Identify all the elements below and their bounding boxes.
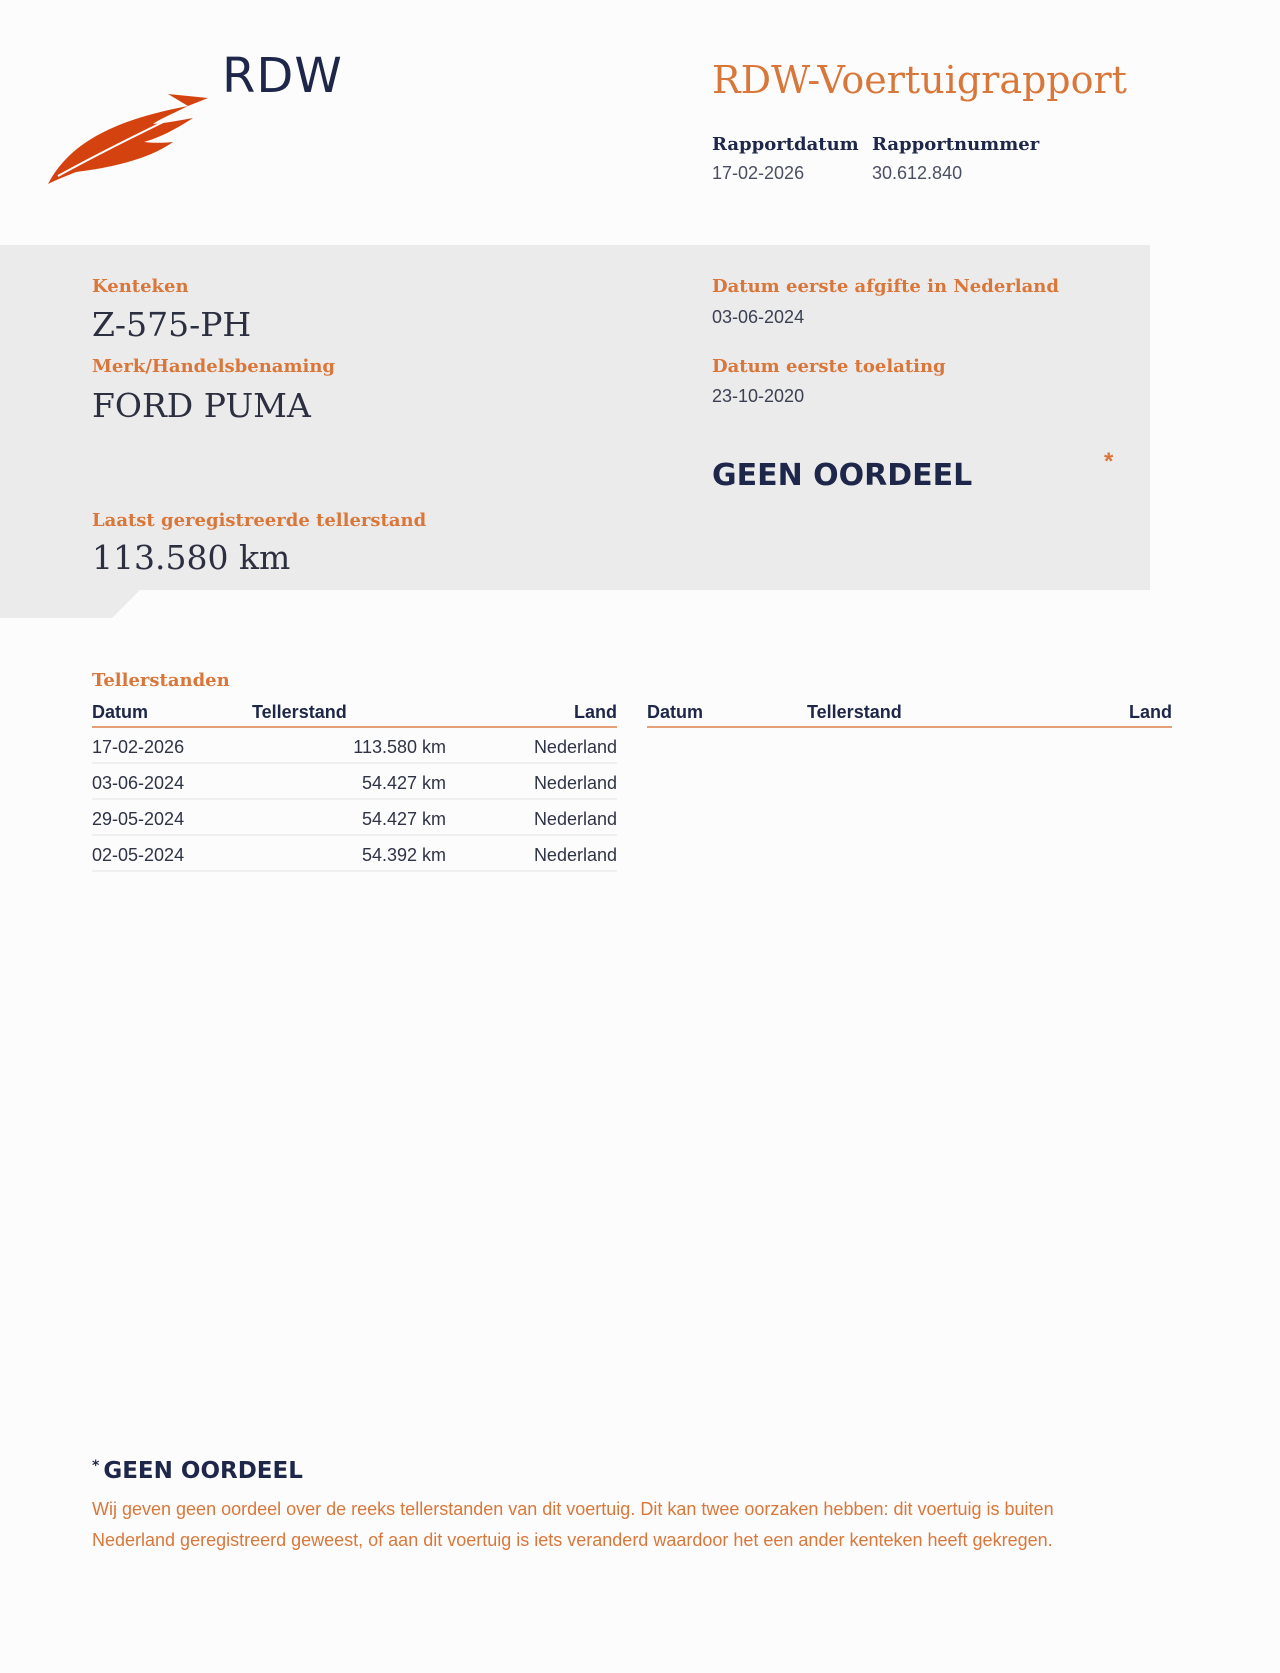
col-km-header: Tellerstand bbox=[252, 702, 347, 722]
row-country: Nederland bbox=[533, 845, 617, 865]
row-date: 29-05-2024 bbox=[92, 809, 185, 829]
first-nl-value: 03-06-2024 bbox=[712, 307, 805, 327]
odometer-value: 113.580 km bbox=[92, 538, 291, 577]
row-km: 54.427 km bbox=[361, 809, 446, 829]
first-admission-label: Datum eerste toelating bbox=[712, 356, 946, 377]
report-number-label: Rapportnummer bbox=[872, 134, 1040, 155]
verdict-text: GEEN OORDEEL bbox=[712, 458, 973, 493]
col-date-header: Datum bbox=[647, 702, 704, 722]
row-date: 02-05-2024 bbox=[92, 845, 185, 865]
readings-table-right bbox=[647, 700, 1172, 728]
report-number-value: 30.612.840 bbox=[872, 163, 963, 183]
row-date: 17-02-2026 bbox=[92, 737, 185, 757]
footnote-marker: * bbox=[92, 1458, 100, 1474]
col-date-header: Datum bbox=[92, 702, 149, 722]
rdw-feather-logo-icon bbox=[48, 76, 208, 186]
report-date-value: 17-02-2026 bbox=[712, 163, 805, 183]
make-value: FORD PUMA bbox=[92, 386, 311, 425]
logo-text: RDW bbox=[222, 48, 343, 104]
report-date-label: Rapportdatum bbox=[712, 134, 859, 155]
table-row bbox=[92, 728, 617, 764]
table-row bbox=[92, 836, 617, 872]
make-label: Merk/Handelsbenaming bbox=[92, 356, 336, 377]
col-country-header: Land bbox=[1129, 702, 1172, 722]
table-header bbox=[647, 700, 1172, 728]
rdw-logo bbox=[48, 48, 348, 168]
footnote-title bbox=[92, 1458, 303, 1484]
plate-value: Z-575-PH bbox=[92, 305, 252, 344]
row-country: Nederland bbox=[533, 737, 617, 757]
row-date: 03-06-2024 bbox=[92, 773, 185, 793]
table-row bbox=[92, 800, 617, 836]
row-country: Nederland bbox=[533, 809, 617, 829]
col-km-header: Tellerstand bbox=[807, 702, 902, 722]
footnote-text: Wij geven geen oordeel over de reeks tellerstanden van dit voertuig. Dit kan twee oorzaken hebben: dit voertuig is buiten Nederland geregistreerd geweest, of aan dit voertuig is iets veranderd waardoor het een ander kenteken heeft gekregen. bbox=[92, 1499, 1054, 1550]
report-date-block bbox=[712, 134, 859, 184]
footnote-title-text: GEEN OORDEEL bbox=[103, 1458, 303, 1484]
report-title: RDW-Voertuigrapport bbox=[712, 58, 1127, 102]
report-number-block bbox=[872, 134, 1039, 184]
row-km: 54.427 km bbox=[361, 773, 446, 793]
plate-label: Kenteken bbox=[92, 276, 189, 297]
row-country: Nederland bbox=[533, 773, 617, 793]
verdict-asterisk: * bbox=[1104, 448, 1114, 475]
vehicle-panel-tab bbox=[0, 590, 140, 618]
first-nl-label: Datum eerste afgifte in Nederland bbox=[712, 276, 1059, 297]
table-row bbox=[92, 764, 617, 800]
col-country-header: Land bbox=[574, 702, 617, 722]
odometer-label: Laatst geregistreerde tellerstand bbox=[92, 510, 427, 531]
row-km: 54.392 km bbox=[361, 845, 446, 865]
readings-title: Tellerstanden bbox=[92, 670, 230, 691]
table-header bbox=[92, 700, 617, 728]
row-km: 113.580 km bbox=[353, 737, 446, 757]
first-admission-value: 23-10-2020 bbox=[712, 386, 805, 406]
readings-table-left bbox=[92, 700, 617, 872]
